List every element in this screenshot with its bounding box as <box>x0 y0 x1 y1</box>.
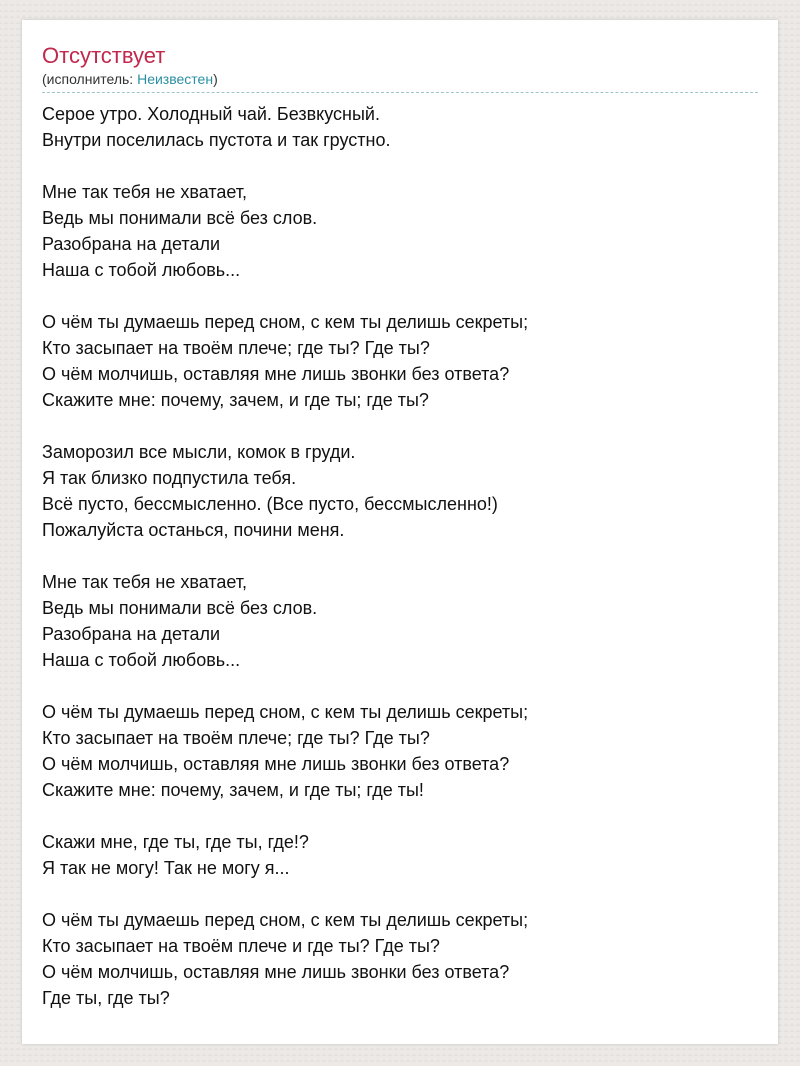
lyrics-line: О чём молчишь, оставляя мне лишь звонки без ответа? <box>42 364 510 384</box>
lyrics-line: Скажите мне: почему, зачем, и где ты; где ты! <box>42 780 424 800</box>
lyrics-line: Пожалуйста останься, почини меня. <box>42 520 345 540</box>
lyrics-line: Мне так тебя не хватает, <box>42 182 248 202</box>
lyrics-line: Ведь мы понимали всё без слов. <box>42 598 318 618</box>
lyrics-line: Наша с тобой любовь... <box>42 650 241 670</box>
song-title: Отсутствует <box>42 43 166 68</box>
lyrics-stanza <box>42 179 758 283</box>
lyrics-stanza <box>42 101 758 153</box>
lyrics-line: Серое утро. Холодный чай. Безвкусный. <box>42 104 380 124</box>
lyrics-line: Кто засыпает на твоём плече; где ты? Где ты? <box>42 338 430 358</box>
lyrics-stanza <box>42 699 758 803</box>
lyrics-line: Скажите мне: почему, зачем, и где ты; где ты? <box>42 390 429 410</box>
lyrics-line: Где ты, где ты? <box>42 988 170 1008</box>
lyrics-stanza <box>42 907 758 1011</box>
lyrics-body <box>42 101 758 1011</box>
lyrics-line: О чём ты думаешь перед сном, с кем ты делишь секреты; <box>42 702 529 722</box>
artist-link[interactable]: Неизвестен <box>137 71 214 87</box>
lyrics-line: Внутри поселилась пустота и так грустно. <box>42 130 391 150</box>
lyrics-stanza <box>42 829 758 881</box>
lyrics-line: Мне так тебя не хватает, <box>42 572 248 592</box>
artist-prefix: (исполнитель: <box>42 71 138 87</box>
lyrics-line: Разобрана на детали <box>42 234 221 254</box>
lyrics-line: О чём молчишь, оставляя мне лишь звонки без ответа? <box>42 962 510 982</box>
lyrics-stanza <box>42 309 758 413</box>
lyrics-line: Ведь мы понимали всё без слов. <box>42 208 318 228</box>
lyrics-line: Кто засыпает на твоём плече и где ты? Где ты? <box>42 936 440 956</box>
lyrics-line: Я так близко подпустила тебя. <box>42 468 297 488</box>
lyrics-line: Разобрана на детали <box>42 624 221 644</box>
lyrics-stanza <box>42 569 758 673</box>
lyrics-line: Я так не могу! Так не могу я... <box>42 858 290 878</box>
lyrics-line: Всё пусто, бессмысленно. (Все пусто, бессмысленно!) <box>42 494 498 514</box>
artist-suffix: ) <box>213 71 218 87</box>
lyrics-line: Скажи мне, где ты, где ты, где!? <box>42 832 309 852</box>
lyrics-line: О чём ты думаешь перед сном, с кем ты делишь секреты; <box>42 910 529 930</box>
lyrics-line: Заморозил все мысли, комок в груди. <box>42 442 356 462</box>
lyrics-stanza <box>42 439 758 543</box>
lyrics-line: Кто засыпает на твоём плече; где ты? Где ты? <box>42 728 430 748</box>
lyrics-line: О чём молчишь, оставляя мне лишь звонки без ответа? <box>42 754 510 774</box>
lyrics-line: О чём ты думаешь перед сном, с кем ты делишь секреты; <box>42 312 529 332</box>
lyrics-card <box>22 20 778 1044</box>
lyrics-line: Наша с тобой любовь... <box>42 260 241 280</box>
artist-line <box>42 70 758 93</box>
